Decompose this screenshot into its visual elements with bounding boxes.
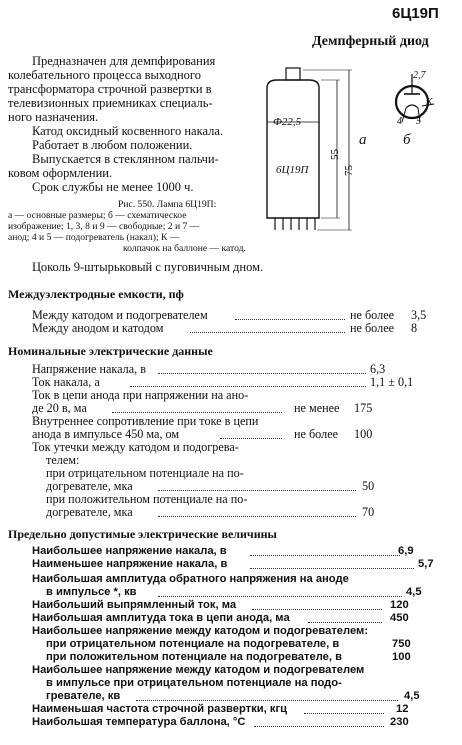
figure-caption-line: а — основные размеры; б — схематическое: [8, 210, 187, 221]
diameter-label: Ф22,5: [273, 116, 302, 128]
figure-caption-line: анод; 4 и 5 — подогреватель (накал); К —: [8, 232, 180, 243]
section-title-limits: Предельно допустимые электрические величины: [8, 527, 277, 541]
figure-mark-a: а: [359, 132, 367, 148]
intro-line: ковом оформлении.: [8, 166, 113, 180]
dim-75: 75: [343, 165, 355, 176]
dim-55: 55: [329, 149, 341, 160]
intro-line: Предназначен для демпфирования: [32, 54, 216, 68]
pin-label-5: 5: [416, 116, 421, 127]
intro-line: Выпускается в стеклянном пальчи-: [32, 152, 219, 166]
tube-marking: 6Ц19П: [276, 164, 309, 176]
base-description: Цоколь 9-штырьковый с пуговичным дном.: [32, 260, 264, 274]
intro-line: ного назначения.: [8, 110, 99, 124]
figure-caption-line: изображение; 1, 3, 8 и 9 — свободные; 2 и 7 —: [8, 221, 200, 232]
figure-caption-line: колпачок на баллоне — катод.: [123, 243, 246, 254]
section-title-nominal: Номинальные электрические данные: [8, 344, 213, 358]
section-title-capacitance: Междуэлектродные емкости, пф: [8, 287, 184, 301]
intro-line: трансформатора строчной развертки в: [8, 82, 212, 96]
tube-subtitle: Демпферный диод: [312, 34, 429, 49]
figure-mark-b: б: [403, 132, 411, 148]
tube-code: 6Ц19П: [392, 5, 439, 22]
intro-line: Работает в любом положении.: [32, 138, 193, 152]
tube-outline-drawing: [245, 58, 365, 243]
intro-line: Катод оксидный косвенного накала.: [32, 124, 224, 138]
figure-caption-title: Рис. 550. Лампа 6Ц19П:: [118, 199, 217, 210]
intro-line: телевизионных приемниках специаль-: [8, 96, 213, 110]
pin-label-anode: 2,7: [413, 70, 426, 81]
pin-label-4: 4: [397, 116, 402, 127]
intro-line: колебательного процесса выходного: [8, 68, 201, 82]
intro-line: Срок службы не менее 1000 ч.: [32, 180, 194, 194]
pin-label-cathode: К: [426, 97, 433, 108]
